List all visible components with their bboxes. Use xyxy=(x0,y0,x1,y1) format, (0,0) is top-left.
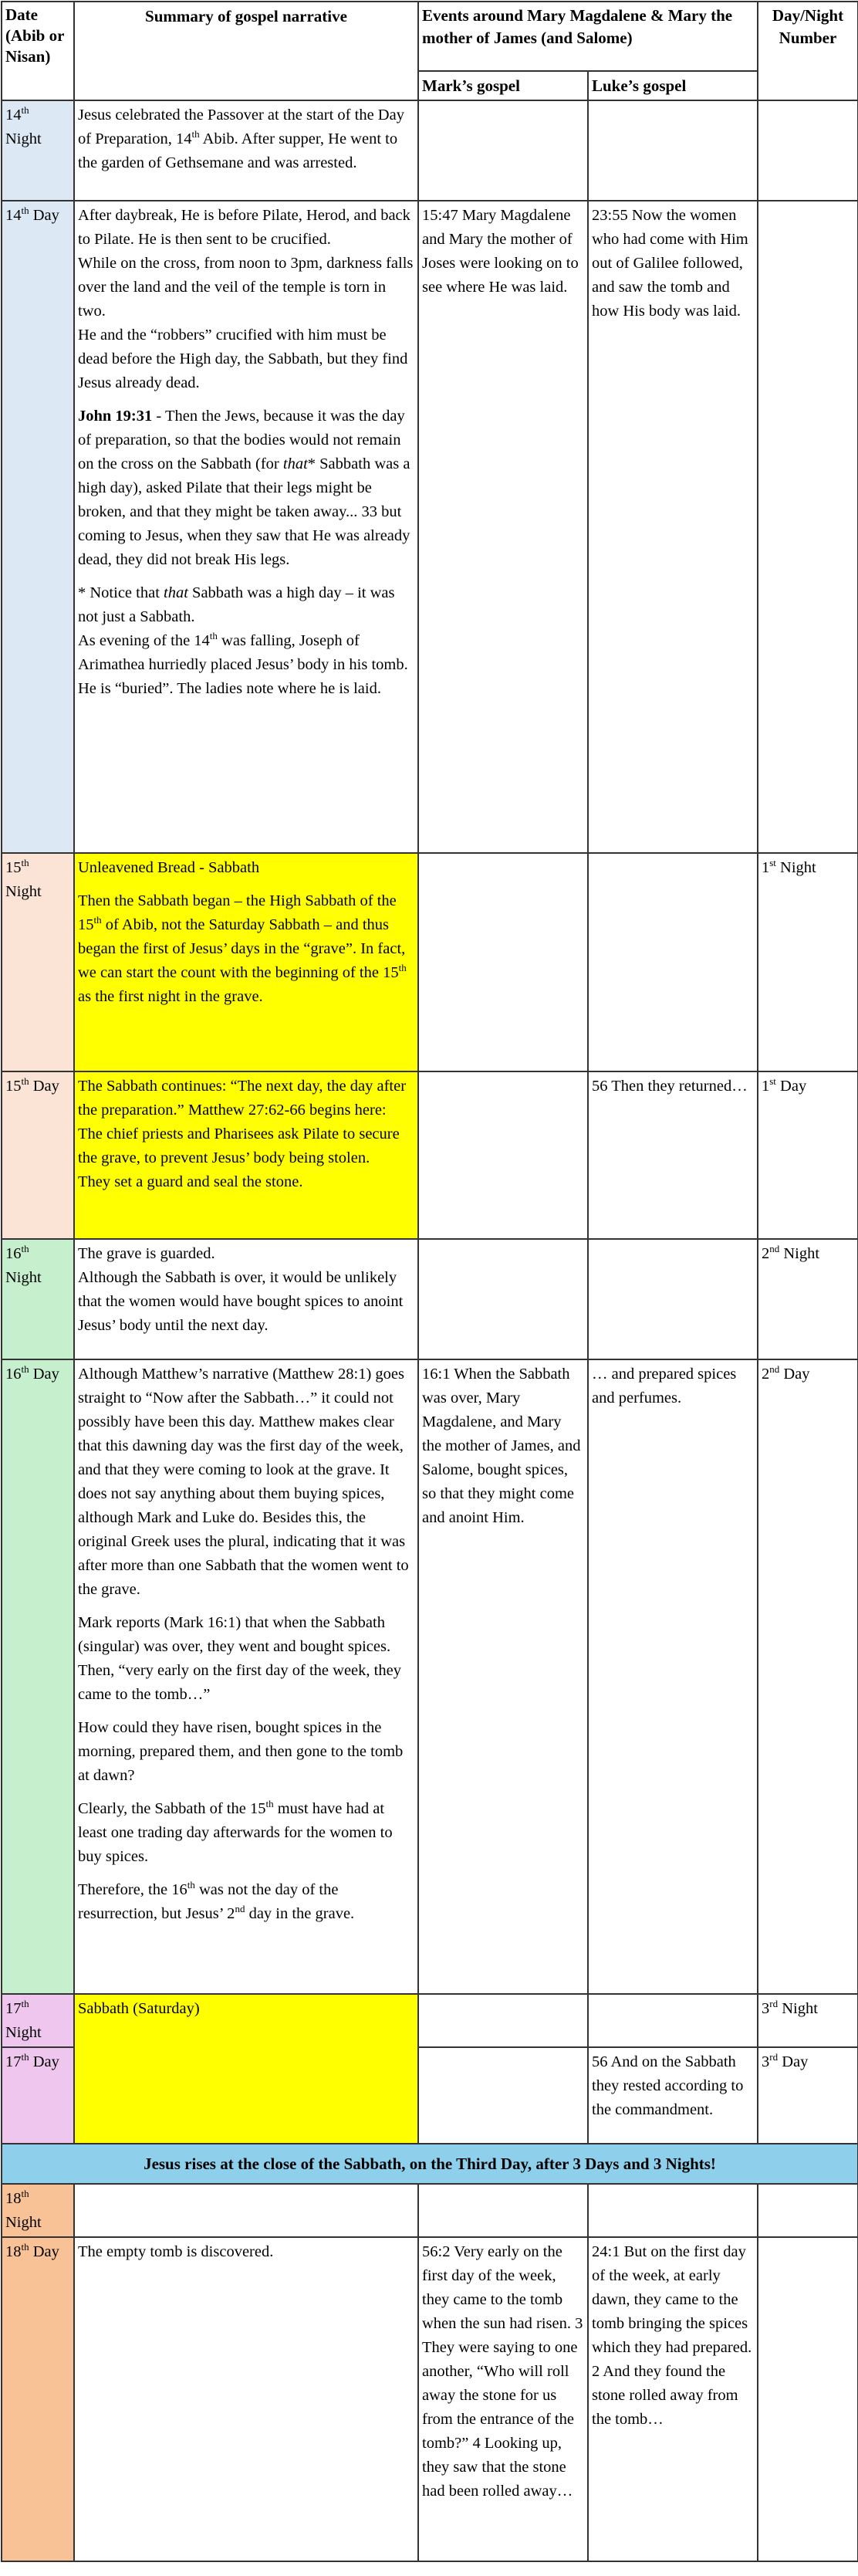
table-row xyxy=(2,853,858,1071)
summary-cell xyxy=(74,2184,418,2237)
luke-cell: 56 And on the Sabbath they rested according to the commandment. xyxy=(588,2047,758,2144)
luke-cell: 56 Then they returned… xyxy=(588,1071,758,1239)
luke-cell xyxy=(588,853,758,1071)
luke-cell xyxy=(588,2184,758,2237)
luke-cell: 24:1 But on the first day of the week, at early dawn, they came to the tomb bringing the spices which they had prepared. 2 And they found the stone rolled away from the tomb… xyxy=(588,2237,758,2561)
mark-cell: 16:1 When the Sabbath was over, Mary Magdalene, and Mary the mother of James, and Salome, bought spices, so that they might come and anoint Him. xyxy=(418,1359,588,1994)
mark-cell xyxy=(418,2184,588,2237)
date-column-header: Date (Abib or Nisan) xyxy=(2,2,74,100)
chronology-table xyxy=(1,1,858,2562)
date-cell: 17th Night xyxy=(2,1994,74,2047)
daynum-cell: 2nd Day xyxy=(758,1359,858,1994)
summary-cell: Sabbath (Saturday) xyxy=(74,1994,418,2144)
events-column-header: Events around Mary Magdalene & Mary the mother of James (and Salome) xyxy=(418,2,758,71)
summary-cell: The grave is guarded. Although the Sabbath is over, it would be unlikely that the women would have bought spices to anoint Jesus’ body until the next day. xyxy=(74,1239,418,1359)
mark-cell xyxy=(418,2047,588,2144)
table-row xyxy=(2,1994,858,2047)
mark-column-header: Mark’s gospel xyxy=(418,71,588,100)
daynum-cell: 1st Night xyxy=(758,853,858,1071)
table-row xyxy=(2,2184,858,2237)
scripture-quote: John 19:31 - Then the Jews, because it was the day of preparation, so that the bodies would not remain on the cross on the Sabbath (for that* Sabbath was a high day), asked Pilate that their legs might be broken, and that they might be taken away... 33 but coming to Jesus, when they saw that He was already dead, they did not break His legs. xyxy=(78,408,410,568)
daynum-cell: 3rd Day xyxy=(758,2047,858,2144)
date-cell: 17th Day xyxy=(2,2047,74,2144)
mark-cell xyxy=(418,1994,588,2047)
daynum-cell: 3rd Night xyxy=(758,1994,858,2047)
daynum-cell xyxy=(758,2237,858,2561)
table-row xyxy=(2,1359,858,1994)
mark-cell: 56:2 Very early on the first day of the week, they came to the tomb when the sun had risen. 3 They were saying to one another, “Who will roll away the stone for us from the entrance of the tomb?” 4 Looking up, they saw that the stone had been rolled away… xyxy=(418,2237,588,2561)
date-cell: 14th Night xyxy=(2,100,74,201)
table-row xyxy=(2,100,858,201)
table-row xyxy=(2,1071,858,1239)
summary-cell: The empty tomb is discovered. xyxy=(74,2237,418,2561)
summary-cell: Jesus celebrated the Passover at the start of the Day of Preparation, 14th Abib. After supper, He went to the garden of Gethsemane and was arrested. xyxy=(74,100,418,201)
daynum-cell: 2nd Night xyxy=(758,1239,858,1359)
mark-cell xyxy=(418,100,588,201)
date-cell: 15th Day xyxy=(2,1071,74,1239)
summary-cell: Unleavened Bread - Sabbath Then the Sabbath began – the High Sabbath of the 15th of Abib, not the Saturday Sabbath – and thus began the first of Jesus’ days in the “grave”. In fact, we can start the count with the beginning of the 15th as the first night in the grave. xyxy=(74,853,418,1071)
daynum-cell xyxy=(758,2184,858,2237)
mark-cell xyxy=(418,1239,588,1359)
luke-cell xyxy=(588,1239,758,1359)
luke-cell xyxy=(588,1994,758,2047)
luke-column-header: Luke’s gospel xyxy=(588,71,758,100)
resurrection-banner: Jesus rises at the close of the Sabbath, on the Third Day, after 3 Days and 3 Nights! xyxy=(2,2144,858,2184)
mark-cell: 15:47 Mary Magdalene and Mary the mother of Joses were looking on to see where He was laid. xyxy=(418,201,588,853)
date-cell: 14th Day xyxy=(2,201,74,853)
table-row xyxy=(2,201,858,853)
daynum-cell: 1st Day xyxy=(758,1071,858,1239)
summary-cell: The Sabbath continues: “The next day, the day after the preparation.” Matthew 27:62-66 begins here: The chief priests and Pharisees ask Pilate to secure the grave, to prevent Jesus’ body being stolen. They set a guard and seal the stone. xyxy=(74,1071,418,1239)
daynum-column-header: Day/Night Number xyxy=(758,2,858,100)
summary-cell: After daybreak, He is before Pilate, Herod, and back to Pilate. He is then sent to be crucified. While on the cross, from noon to 3pm, darkness falls over the land and the veil of the temple is torn in two. He and the “robbers” crucified with him must be dead before the High day, the Sabbath, but they find Jesus already dead. John 19:31 - Then the Jews, because it was the day of preparation, so that the bodies would not remain on the cross on the Sabbath (for that* Sabbath was a high day), asked Pilate that their legs might be broken, and that they might be taken away... 33 but coming to Jesus, when they saw that He was already dead, they did not break His legs. * Notice that that Sabbath was a high day – it was not just a Sabbath. As evening of the 14th was falling, Joseph of Arimathea hurriedly placed Jesus’ body in his tomb. He is “buried”. The ladies note where he is laid. xyxy=(74,201,418,853)
summary-column-header: Summary of gospel narrative xyxy=(74,2,418,100)
date-cell: 15th Night xyxy=(2,853,74,1071)
daynum-cell xyxy=(758,201,858,853)
luke-cell xyxy=(588,100,758,201)
daynum-cell xyxy=(758,100,858,201)
mark-cell xyxy=(418,1071,588,1239)
summary-cell: Although Matthew’s narrative (Matthew 28:1) goes straight to “Now after the Sabbath…” it could not possibly have been this day. Matthew makes clear that this dawning day was the first day of the week, and that they were coming to look at the grave. It does not say anything about them buying spices, although Mark and Luke do. Besides this, the original Greek uses the plural, indicating that it was after more than one Sabbath that the women went to the grave. Mark reports (Mark 16:1) that when the Sabbath (singular) was over, they went and bought spices. Then, “very early on the first day of the week, they came to the tomb…” How could they have risen, bought spices in the morning, prepared them, and then gone to the tomb at dawn? Clearly, the Sabbath of the 15th must have had at least one trading day afterwards for the women to buy spices. Therefore, the 16th was not the day of the resurrection, but Jesus’ 2nd day in the grave. xyxy=(74,1359,418,1994)
table-row xyxy=(2,2237,858,2561)
date-cell: 18th Night xyxy=(2,2184,74,2237)
date-cell: 18th Day xyxy=(2,2237,74,2561)
date-cell: 16th Day xyxy=(2,1359,74,1994)
table-row xyxy=(2,1239,858,1359)
luke-cell: … and prepared spices and perfumes. xyxy=(588,1359,758,1994)
mark-cell xyxy=(418,853,588,1071)
luke-cell: 23:55 Now the women who had come with Him out of Galilee followed, and saw the tomb and how His body was laid. xyxy=(588,201,758,853)
date-cell: 16th Night xyxy=(2,1239,74,1359)
